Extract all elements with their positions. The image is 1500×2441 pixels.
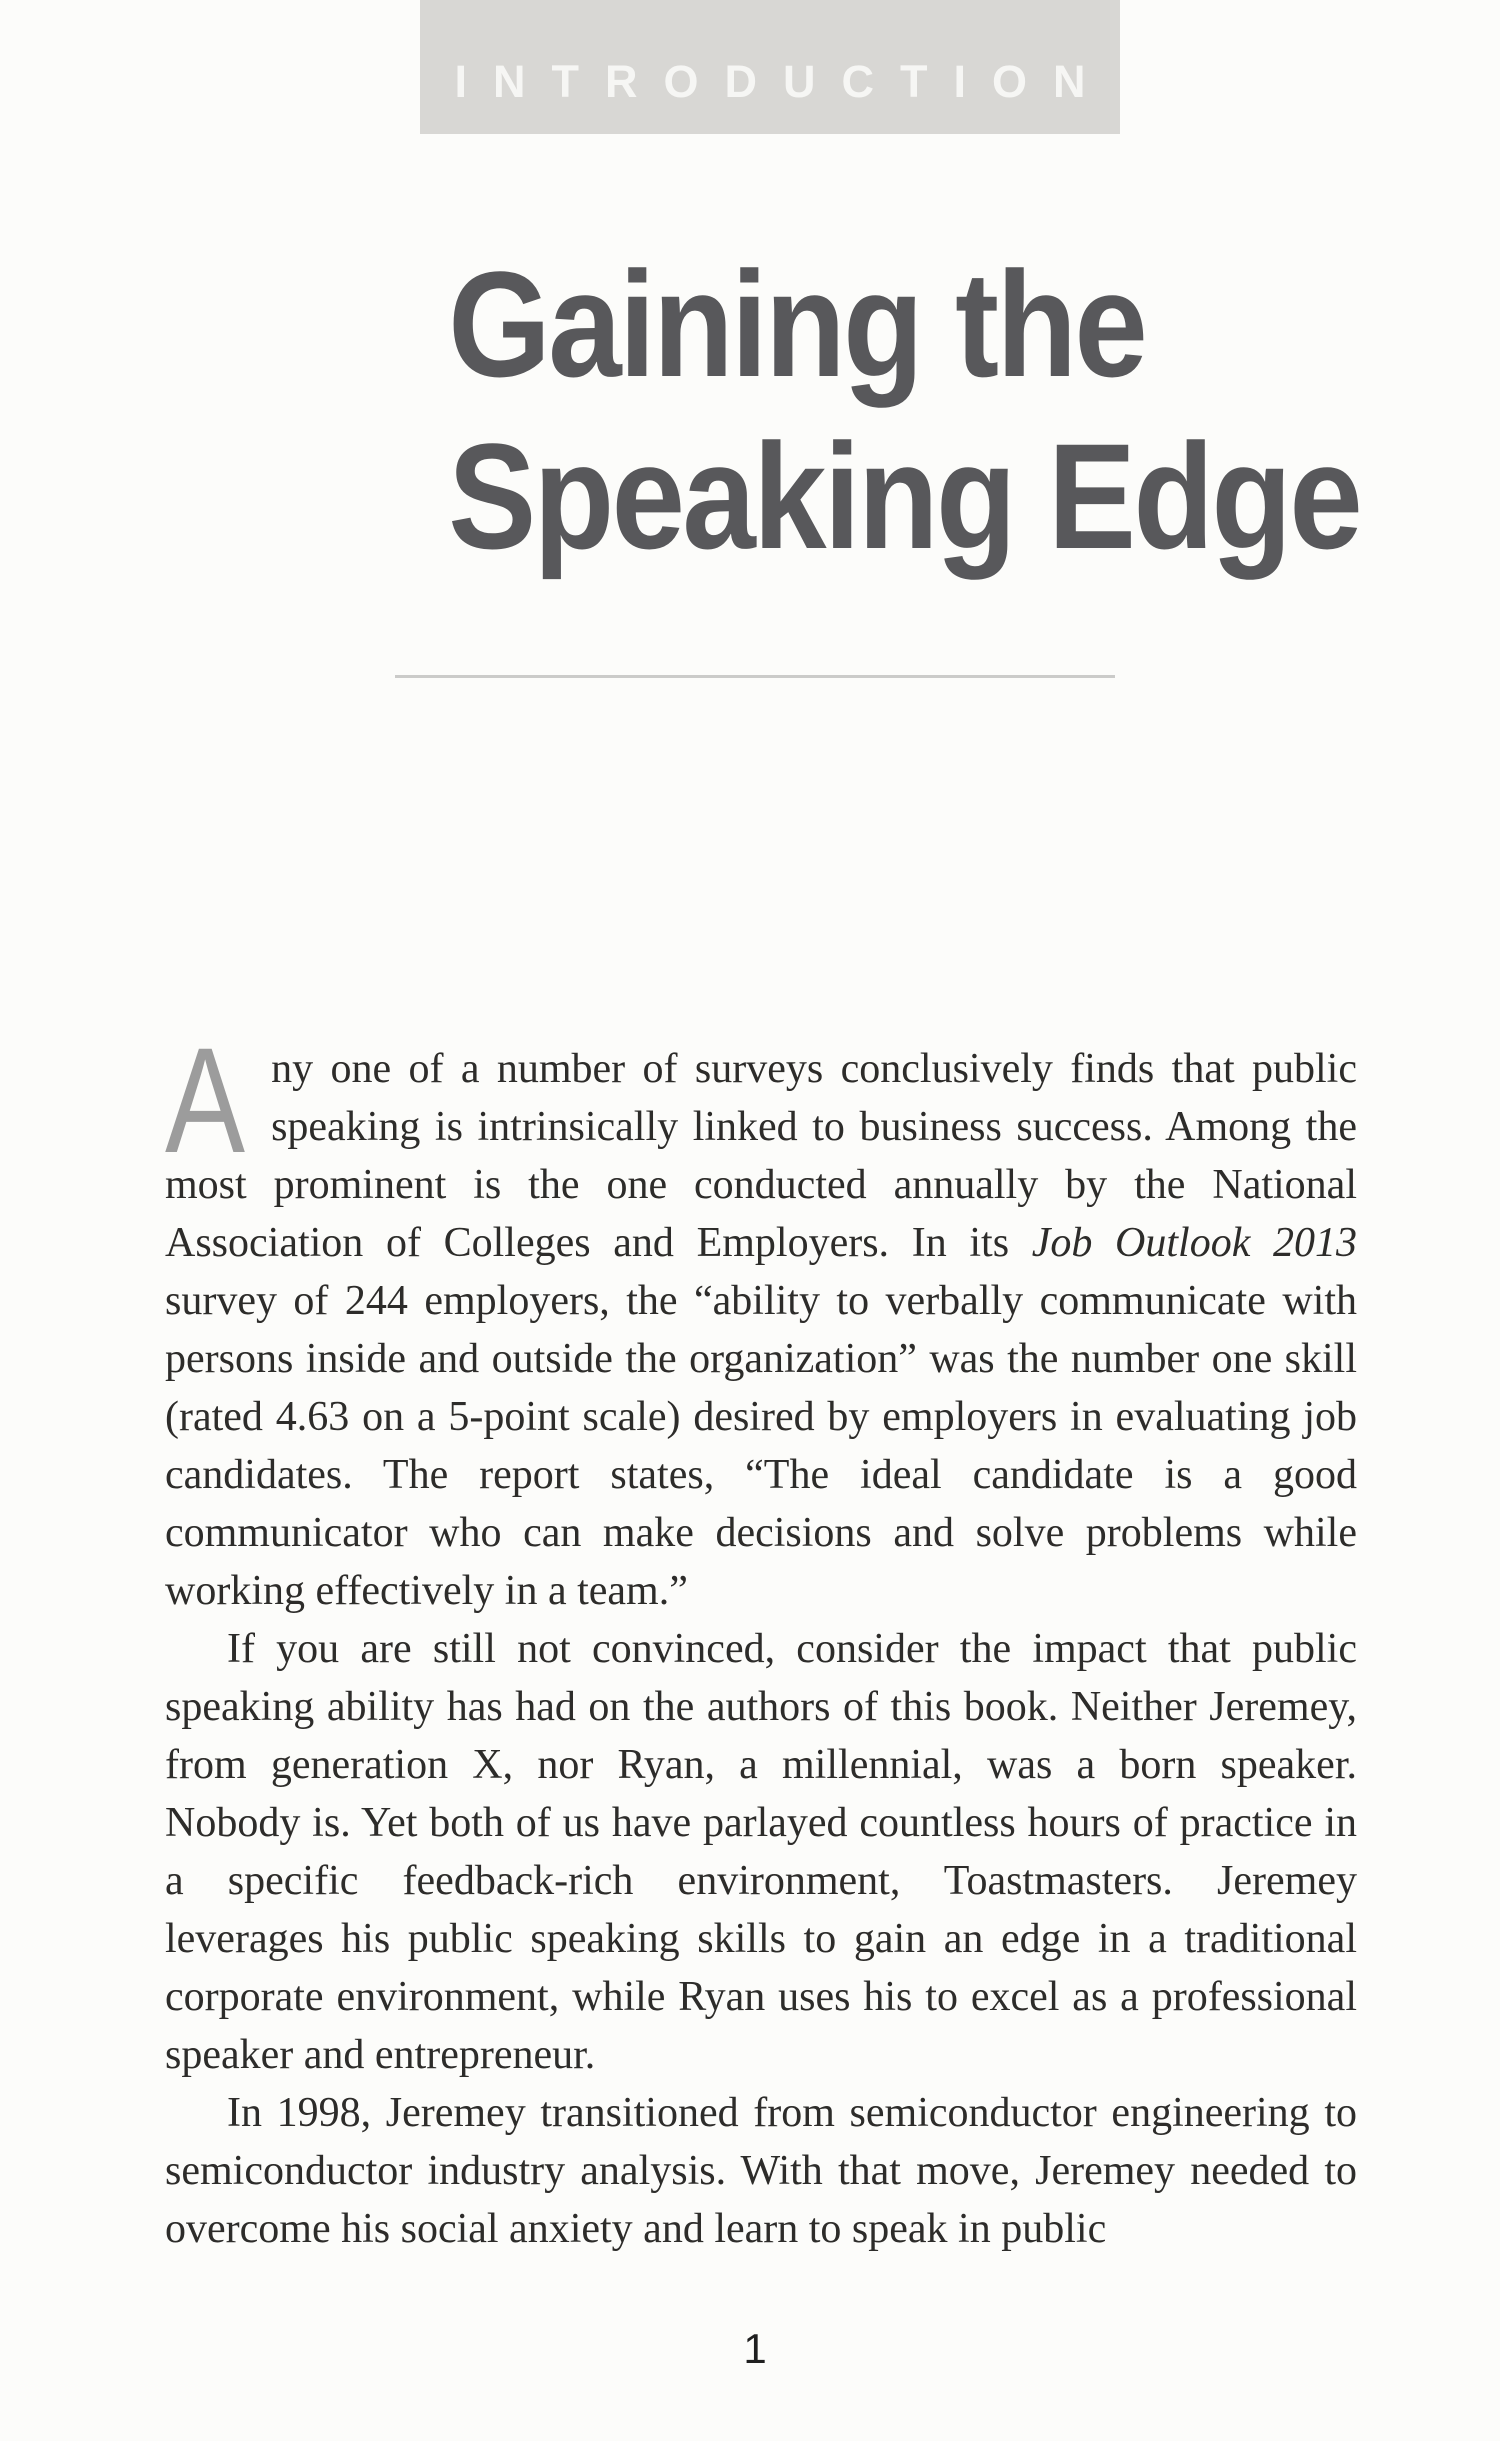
paragraph: [165, 2084, 1357, 2258]
body-run: survey of 244 employers, the “ability to verbally communicate with persons inside and outside the organization” was the number one skill (rated 4.63 on a 5-point scale) desired by employers in evaluating job candidates. The report states, “The ideal candidate is a good communicator who can make decisions and solve problems while working effectively in a team.”: [165, 1278, 1357, 1614]
drop-cap: A: [165, 1016, 242, 1184]
italic-text: Job Outlook 2013: [1031, 1220, 1358, 1266]
paragraph: [165, 1620, 1357, 2084]
title-divider-rule: [395, 675, 1115, 678]
body-run: In 1998, Jeremey transitioned from semiconductor engineering to semiconductor industry analysis. With that move, Jeremey needed to overcome his social anxiety and learn to speak in public: [165, 2090, 1357, 2252]
page-number: 1: [743, 2325, 767, 2372]
chapter-kicker-label: INTRODUCTION: [454, 56, 1112, 107]
body-text: [165, 1016, 1358, 2258]
paragraph: [165, 1016, 1358, 1620]
chapter-title: [405, 238, 1361, 582]
chapter-title-line2: Speaking Edge: [448, 412, 1361, 580]
chapter-title-line1: Gaining the: [448, 240, 1146, 408]
chapter-kicker-box: [420, 0, 1120, 134]
body-run: ny one of a number of surveys conclusively finds that public speaking is intrinsically linked to business success. Among the most prominent is the one conducted annually by the National Association of Colleges and Employers. In its: [165, 1046, 1357, 1266]
body-run: If you are still not convinced, consider the impact that public speaking ability has had on the authors of this book. Neither Jeremey, from generation X, nor Ryan, a millennial, was a born speaker. Nobody is. Yet both of us have parlayed countless hours of practice in a specific feedback-rich environment, Toastmasters. Jeremey leverages his public speaking skills to gain an edge in a traditional corporate environment, while Ryan uses his to excel as a professional speaker and entrepreneur.: [165, 1626, 1357, 2078]
